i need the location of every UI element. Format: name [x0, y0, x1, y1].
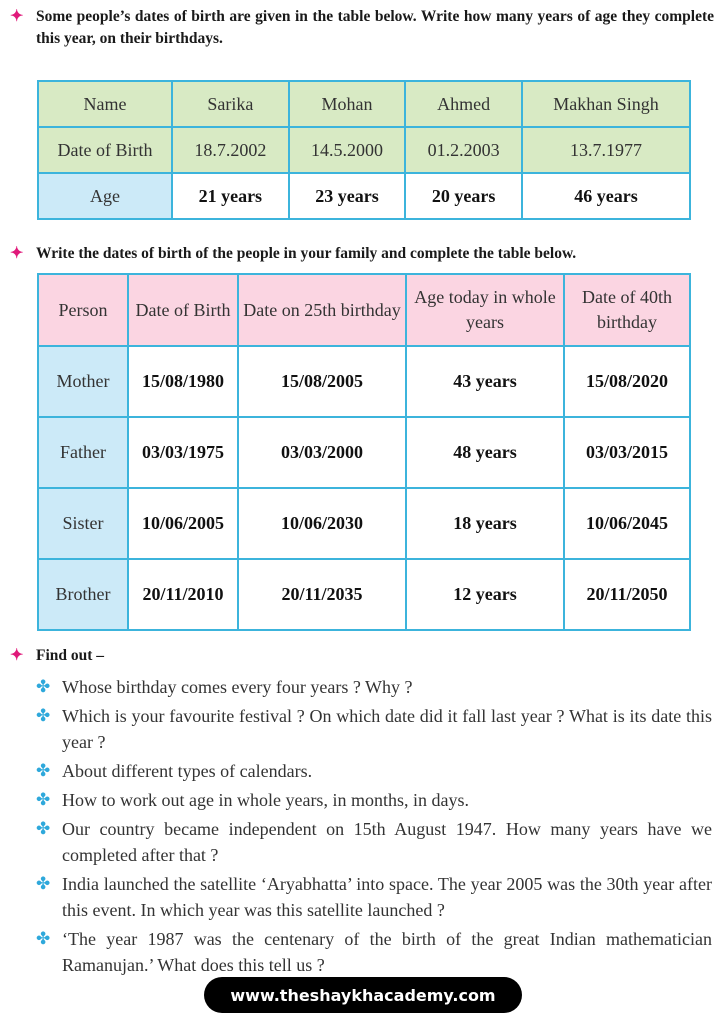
clover-bullet-icon: ✤	[36, 819, 51, 838]
cell-person: Mother	[38, 346, 128, 417]
cell-25th: 10/06/2030	[238, 488, 406, 559]
cell-age: 43 years	[406, 346, 564, 417]
list-item: ✤ Which is your favourite festival ? On which date did it fall last year ? What is its date this year ?	[36, 703, 712, 755]
cell-person: Sister	[38, 488, 128, 559]
cell-age: 20 years	[405, 173, 522, 219]
cell-age: 23 years	[289, 173, 406, 219]
ages-table	[37, 80, 691, 220]
cell-dob: 01.2.2003	[405, 127, 522, 173]
cell-age: 18 years	[406, 488, 564, 559]
cell-age: 48 years	[406, 417, 564, 488]
dob-row	[38, 127, 690, 173]
clover-bullet-icon: ✤	[36, 706, 51, 725]
cell-age: 12 years	[406, 559, 564, 630]
list-item: ✤ How to work out age in whole years, in months, in days.	[36, 787, 712, 813]
cell-dob: 03/03/1975	[128, 417, 238, 488]
diamond-bullet-icon: ✦	[10, 8, 24, 25]
cell-dob: 15/08/1980	[128, 346, 238, 417]
cell-dob: 14.5.2000	[289, 127, 406, 173]
cell-40th: 03/03/2015	[564, 417, 690, 488]
cell-age: 21 years	[172, 173, 289, 219]
find-out-list	[36, 674, 712, 981]
clover-bullet-icon: ✤	[36, 929, 51, 948]
clover-bullet-icon: ✤	[36, 677, 51, 696]
table-row	[38, 346, 690, 417]
family-table	[37, 273, 691, 631]
list-item: ✤ ‘The year 1987 was the centenary of the birth of the great Indian mathematician Ramanujan.’ What does this tell us ?	[36, 926, 712, 978]
header-25th: Date on 25th birthday	[238, 274, 406, 346]
row-label-age: Age	[38, 173, 172, 219]
cell-40th: 20/11/2050	[564, 559, 690, 630]
list-item: ✤ India launched the satellite ‘Aryabhatta’ into space. The year 2005 was the 30th year after this event. In which year was this satellite launched ?	[36, 871, 712, 923]
header-dob: Date of Birth	[128, 274, 238, 346]
table-row	[38, 417, 690, 488]
cell-dob: 18.7.2002	[172, 127, 289, 173]
cell-name: Ahmed	[405, 81, 522, 127]
cell-25th: 15/08/2005	[238, 346, 406, 417]
list-item: ✤ Our country became independent on 15th August 1947. How many years have we completed after that ?	[36, 816, 712, 868]
list-item: ✤ About different types of calendars.	[36, 758, 712, 784]
header-age: Age today in whole years	[406, 274, 564, 346]
question-1	[10, 6, 714, 50]
cell-age: 46 years	[522, 173, 690, 219]
find-out-title: Find out –	[36, 647, 105, 664]
cell-name: Makhan Singh	[522, 81, 690, 127]
header-40th: Date of 40th birthday	[564, 274, 690, 346]
cell-dob: 10/06/2005	[128, 488, 238, 559]
name-row	[38, 81, 690, 127]
cell-dob: 20/11/2010	[128, 559, 238, 630]
cell-name: Mohan	[289, 81, 406, 127]
cell-40th: 15/08/2020	[564, 346, 690, 417]
row-label-name: Name	[38, 81, 172, 127]
diamond-bullet-icon: ✦	[10, 245, 24, 262]
cell-dob: 13.7.1977	[522, 127, 690, 173]
question-2	[10, 243, 714, 265]
website-link[interactable]: www.theshaykhacademy.com	[204, 977, 522, 1013]
list-item: ✤ Whose birthday comes every four years ? Why ?	[36, 674, 712, 700]
question-1-text: Some people’s dates of birth are given in the table below. Write how many years of age they complete this year, on their birthdays.	[36, 8, 714, 47]
diamond-bullet-icon: ✦	[10, 647, 24, 664]
header-row	[38, 274, 690, 346]
table-row	[38, 559, 690, 630]
question-2-text: Write the dates of birth of the people in your family and complete the table below.	[36, 245, 577, 262]
table-row	[38, 488, 690, 559]
cell-name: Sarika	[172, 81, 289, 127]
cell-25th: 03/03/2000	[238, 417, 406, 488]
cell-40th: 10/06/2045	[564, 488, 690, 559]
clover-bullet-icon: ✤	[36, 874, 51, 893]
clover-bullet-icon: ✤	[36, 761, 51, 780]
cell-person: Father	[38, 417, 128, 488]
cell-25th: 20/11/2035	[238, 559, 406, 630]
clover-bullet-icon: ✤	[36, 790, 51, 809]
row-label-dob: Date of Birth	[38, 127, 172, 173]
find-out-section	[10, 645, 714, 667]
cell-person: Brother	[38, 559, 128, 630]
header-person: Person	[38, 274, 128, 346]
age-row	[38, 173, 690, 219]
